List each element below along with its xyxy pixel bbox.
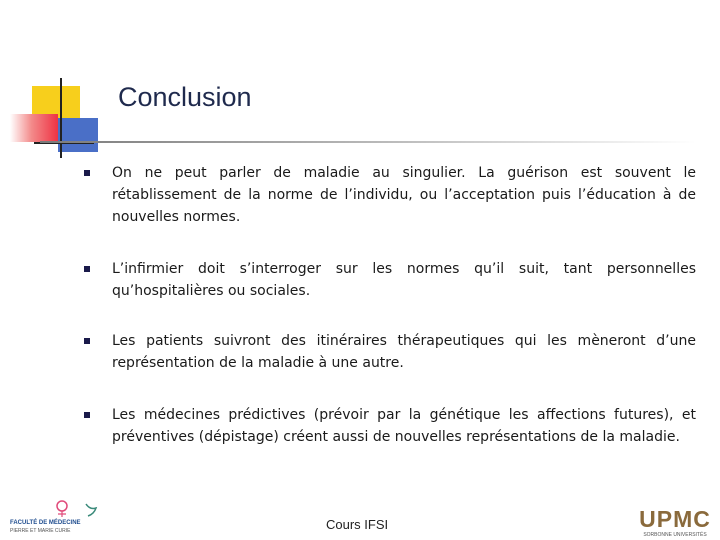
bullet-square-icon: [84, 412, 90, 418]
slide-title: Conclusion: [118, 82, 252, 112]
medical-faculty-logo-icon: [10, 498, 110, 536]
bullet-item: [84, 162, 696, 228]
bullet-square-icon: [84, 266, 90, 272]
decor-red-gradient-bar: [10, 114, 58, 142]
title-underline-divider: [40, 141, 696, 143]
bullet-square-icon: [84, 338, 90, 344]
faculty-name: FACULTÉ DE MÉDECINE: [10, 520, 81, 526]
upmc-logo-text: UPMC: [639, 506, 711, 532]
bullet-text: Les patients suivront des itinéraires thérapeutiques qui les mèneront d’une représentation de la maladie à une autre.: [112, 333, 696, 371]
bullet-item: [84, 258, 696, 302]
faculty-subname: PIERRE ET MARIE CURIE: [10, 528, 71, 534]
bullet-text: Les médecines prédictives (prévoir par la génétique les affections futures), et préventives (dépistage) créent aussi de nouvelles représentations de la maladie.: [112, 407, 696, 445]
decor-vertical-line: [60, 78, 62, 158]
bullet-square-icon: [84, 170, 90, 176]
upmc-logo-subtext: SORBONNE UNIVERSITÉS: [643, 532, 707, 538]
bullet-item: [84, 330, 696, 374]
bullet-item: [84, 404, 696, 448]
upmc-logo-icon: [634, 506, 716, 540]
footer-course-label: Cours IFSI: [326, 517, 389, 532]
faculty-emblem-icon: [10, 498, 110, 518]
bullet-text: On ne peut parler de maladie au singulier. La guérison est souvent le rétablissement de la norme de l’individu, ou l’acceptation puis l’éducation à de nouvelles normes.: [112, 165, 696, 225]
decor-blue-square: [58, 118, 98, 152]
bullet-text: L’infirmier doit s’interroger sur les normes qu’il suit, tant personnelles qu’hospitalières ou sociales.: [112, 261, 696, 299]
